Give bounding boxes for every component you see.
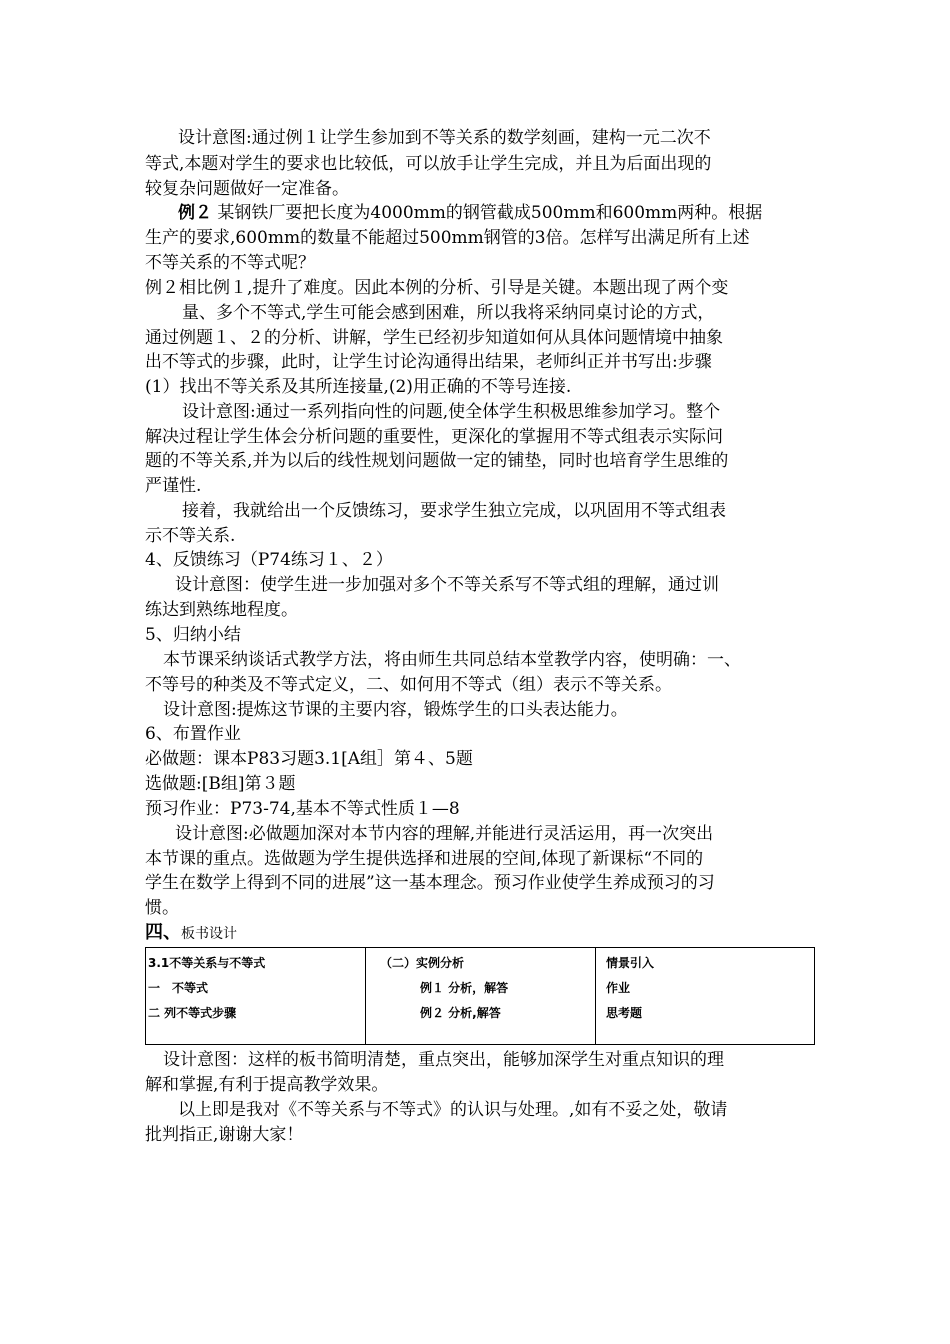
paragraph-line: 不等关系的不等式呢？	[145, 253, 315, 273]
board-column-2	[366, 948, 596, 1045]
paragraph-line: 生产的要求,600mm的数量不能超过500mm钢管的3倍。怎样写出满足所有上述	[145, 228, 750, 248]
closing-line: 批判指正,谢谢大家！	[145, 1125, 304, 1145]
board-cell: 一 不等式	[148, 981, 209, 995]
section-heading-4: 4、反馈练习（P74练习１、２）	[145, 550, 393, 570]
section-heading-5: 5、归纳小结	[145, 625, 241, 645]
paragraph-line: 量、多个不等式,学生可能会感到困难，所以我将采纳同桌讨论的方式，	[182, 303, 715, 323]
paragraph-line: 通过例题１、２的分析、讲解，学生已经初步知道如何从具体问题情境中抽象	[145, 328, 723, 348]
board-cell: 情景引入	[606, 956, 655, 970]
paragraph-line: 较复杂问题做好一定准备。	[145, 179, 349, 199]
board-cell: （二）实例分析	[380, 956, 465, 970]
paragraph-line: (1）找出不等关系及其所连接量,(2)用正确的不等号连接.	[145, 377, 572, 397]
closing-line: 以上即是我对《不等关系与不等式》的认识与处理。,如有不妥之处，敬请	[178, 1100, 728, 1120]
paragraph-line: 学生在数学上得到不同的进展”这一基本理念。预习作业使学生养成预习的习	[145, 873, 715, 893]
board-column-3	[596, 948, 815, 1045]
paragraph-line: 等式,本题对学生的要求也比较低，可以放手让学生完成，并且为后面出现的	[145, 154, 712, 174]
paragraph-line: 设计意图:必做题加深对本节内容的理解,并能进行灵活运用，再一次突出	[175, 824, 714, 844]
section-title: 板书设计	[181, 926, 237, 942]
example2-label: 例２	[178, 203, 212, 223]
board-cell: 例２ 分析,解答	[420, 1006, 501, 1020]
paragraph-line: 设计意图:通过例１让学生参加到不等关系的数学刻画，建构一元二次不	[178, 128, 711, 148]
paragraph-line: 设计意图:通过一系列指向性的问题,使全体学生积极思维参加学习。整个	[182, 402, 721, 422]
board-cell: 二 列不等式步骤	[148, 1006, 237, 1020]
section-heading-board	[145, 920, 237, 947]
paragraph-line: 解决过程让学生体会分析问题的重要性，更深化的掌握用不等式组表示实际问	[145, 427, 723, 447]
paragraph-line: 严谨性.	[145, 476, 202, 496]
paragraph-line: 题的不等关系,并为以后的线性规划问题做一定的铺垫，同时也培育学生思维的	[145, 451, 729, 471]
board-cell: 3.1不等关系与不等式	[148, 956, 266, 970]
paragraph-line: 本节课的重点。选做题为学生提供选择和进展的空间,体现了新课标“不同的	[145, 849, 704, 869]
paragraph-line: 例２相比例１,提升了难度。因此本例的分析、引导是关键。本题出现了两个变	[145, 278, 729, 298]
paragraph-line: 必做题：课本P83习题3.1[A组］第４、5题	[145, 749, 473, 769]
example2-text: 某钢铁厂要把长度为4000mm的钢管截成500mm和600mm两种。根据	[217, 203, 763, 223]
board-cell: 思考题	[606, 1006, 643, 1020]
paragraph-line: 练达到熟练地程度。	[145, 600, 298, 620]
paragraph-line: 出不等式的步骤，此时，让学生讨论沟通得出结果，老师纠正并书写出:步骤	[145, 352, 712, 372]
board-cell: 例１ 分析，解答	[420, 981, 509, 995]
paragraph-line: 惯。	[145, 898, 179, 918]
board-column-1	[146, 948, 366, 1045]
paragraph-line: 示不等关系.	[145, 526, 236, 546]
section-number: 四、	[145, 922, 181, 943]
paragraph-line: 设计意图：使学生进一步加强对多个不等关系写不等式组的理解，通过训	[175, 575, 719, 595]
paragraph-line: 选做题:[B组]第３题	[145, 774, 296, 794]
paragraph-line: 不等号的种类及不等式定义，二、如何用不等式（组）表示不等关系。	[145, 675, 672, 695]
board-design-table	[145, 947, 815, 1045]
board-cell: 作业	[606, 981, 631, 995]
paragraph-line: 本节课采纳谈话式教学方法，将由师生共同总结本堂教学内容，使明确：一、	[163, 650, 741, 670]
section-heading-6: 6、布置作业	[145, 724, 241, 744]
paragraph-line: 设计意图:提炼这节课的主要内容，锻炼学生的口头表达能力。	[163, 700, 628, 720]
example2-line	[178, 200, 762, 226]
closing-line: 解和掌握,有利于提高教学效果。	[145, 1075, 389, 1095]
paragraph-line: 接着，我就给出一个反馈练习，要求学生独立完成，以巩固用不等式组表	[182, 501, 726, 521]
paragraph-line: 预习作业：P73-74,基本不等式性质１—8	[145, 799, 460, 819]
closing-line: 设计意图：这样的板书简明清楚，重点突出，能够加深学生对重点知识的理	[163, 1050, 724, 1070]
